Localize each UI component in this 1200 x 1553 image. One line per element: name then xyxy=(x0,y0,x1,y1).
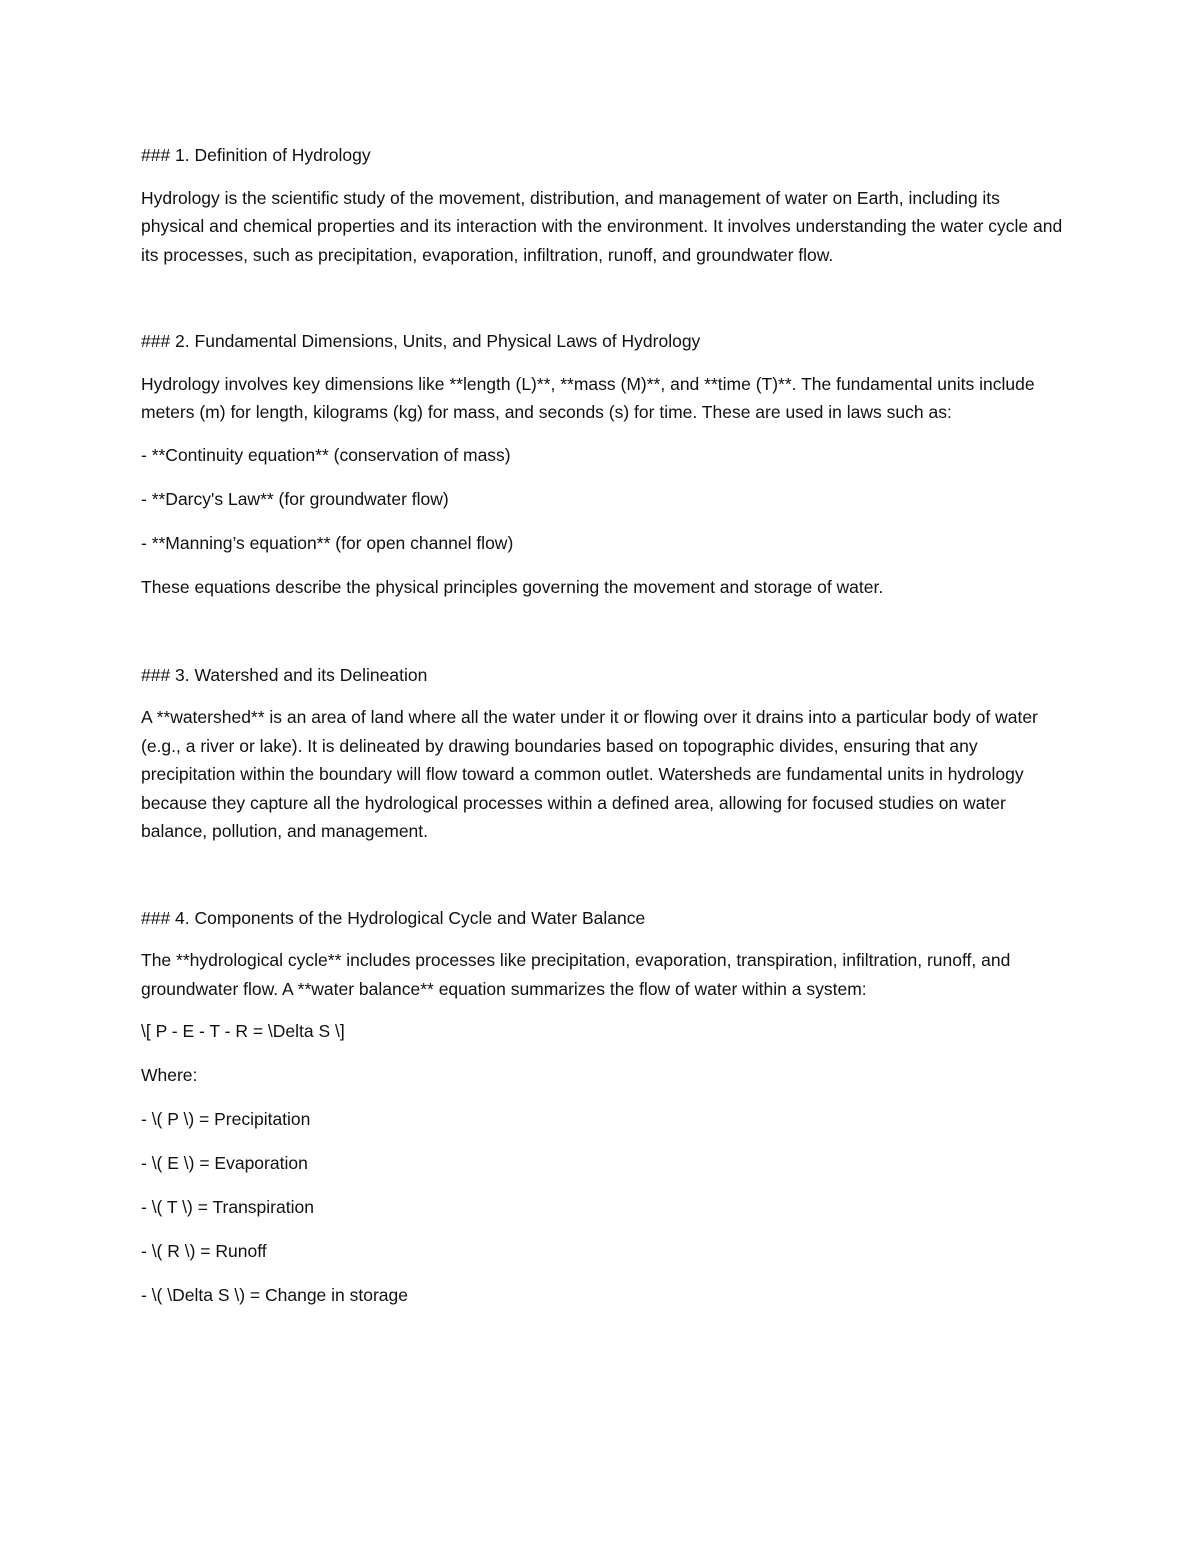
variable-list-item-e: - \( E \) = Evaporation xyxy=(141,1153,308,1173)
where-label: Where: xyxy=(141,1065,198,1085)
variable-list-item-delta-s: - \( \Delta S \) = Change in storage xyxy=(141,1285,409,1305)
document-page xyxy=(141,141,1066,1325)
section-spacer xyxy=(141,860,1066,904)
water-balance-equation: \[ P - E - T - R = \Delta S \] xyxy=(141,1021,345,1041)
section-heading-4: ### 4. Components of the Hydrological Cycle and Water Balance xyxy=(141,907,646,928)
variable-list-item-t: - \( T \) = Transpiration xyxy=(141,1197,314,1217)
section-heading-1: ### 1. Definition of Hydrology xyxy=(141,145,371,165)
section-4-paragraph: The **hydrological cycle** includes processes like precipitation, evaporation, transpiration, infiltration, runoff, and groundwater flow. A **water balance** equation summarizes the flow of water within a system: xyxy=(141,950,1011,999)
variable-list-item-p: - \( P \) = Precipitation xyxy=(141,1109,311,1129)
law-list-item-continuity: - **Continuity equation** (conservation of mass) xyxy=(141,444,511,465)
section-spacer xyxy=(141,283,1066,327)
section-spacer xyxy=(141,617,1066,661)
section-1-paragraph: Hydrology is the scientific study of the movement, distribution, and management of water on Earth, including its physical and chemical properties and its interaction with the environment. It involves understanding the water cycle and its processes, such as precipitation, evaporation, infiltration, runoff, and groundwater flow. xyxy=(141,187,1063,265)
section-2-closing: These equations describe the physical principles governing the movement and storage of water. xyxy=(141,576,884,597)
section-heading-2: ### 2. Fundamental Dimensions, Units, and Physical Laws of Hydrology xyxy=(141,331,701,351)
section-2-paragraph: Hydrology involves key dimensions like **length (L)**, **mass (M)**, and **time (T)**. The fundamental units include meters (m) for length, kilograms (kg) for mass, and seconds (s) for time. These are used in laws such as: xyxy=(141,373,1035,422)
law-list-item-manning: - **Manning’s equation** (for open channel flow) xyxy=(141,532,514,553)
section-heading-3: ### 3. Watershed and its Delineation xyxy=(141,664,428,685)
variable-list-item-r: - \( R \) = Runoff xyxy=(141,1241,267,1261)
law-list-item-darcy: - **Darcy's Law** (for groundwater flow) xyxy=(141,488,449,509)
section-3-paragraph: A **watershed** is an area of land where all the water under it or flowing over it drains into a particular body of water (e.g., a river or lake). It is delineated by drawing boundaries based on topographic divides, ensuring that any precipitation within the boundary will flow toward a common outlet. Watersheds are fundamental units in hydrology because they capture all the hydrological processes within a defined area, allowing for focused studies on water balance, pollution, and management. xyxy=(141,707,1038,841)
